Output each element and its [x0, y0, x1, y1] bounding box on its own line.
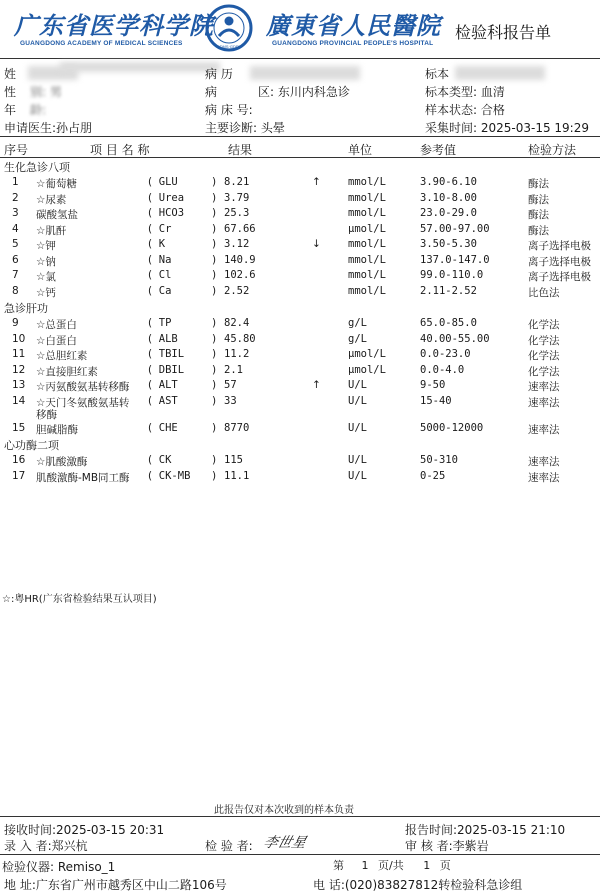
row-no: 16 [12, 454, 26, 466]
test-name: 肌酸激酶-MB同工酶 [36, 471, 130, 484]
lab-phone: 电 话:(020)83827812转检验科急诊组 [313, 878, 523, 892]
row-no: 14 [12, 394, 26, 407]
test-code-wrapper: ( K [148, 238, 166, 250]
test-unit: μmol/L [348, 348, 386, 360]
test-result: 140.9 [224, 253, 256, 266]
code-close-paren: ) [212, 422, 217, 434]
test-code-wrapper: ( AST [148, 394, 178, 407]
reference-range: 57.00-97.00 [420, 222, 490, 235]
test-unit: μmol/L [348, 363, 386, 376]
code-close-paren: ) [212, 454, 217, 466]
test-unit: U/L [348, 454, 367, 466]
test-unit: U/L [348, 469, 367, 482]
test-code: Urea [158, 191, 185, 204]
table-row [0, 333, 600, 348]
test-method: 速率法 [528, 471, 560, 484]
collection-time: 采集时间: 2025-03-15 19:29 [425, 121, 589, 135]
col-method: 检验方法 [528, 143, 577, 157]
col-no: 序号 [4, 143, 29, 157]
test-name: ☆葡萄糖 [36, 178, 77, 190]
row-no: 5 [12, 238, 19, 250]
record-no-label: 病 历 [205, 67, 233, 81]
row-no: 11 [12, 348, 26, 360]
code-close-paren: ) [212, 269, 217, 281]
test-method: 酶法 [528, 209, 549, 221]
test-result: 2.52 [224, 284, 250, 297]
redacted-specimen [455, 66, 545, 80]
test-unit: g/L [348, 332, 367, 345]
test-name: ☆白蛋白 [36, 334, 77, 347]
reference-range: 99.0-110.0 [420, 269, 484, 281]
redacted-record [250, 66, 360, 80]
page-info [333, 857, 451, 873]
test-result: 33 [224, 394, 237, 407]
test-code-wrapper: ( GLU [148, 176, 178, 188]
reference-range: 137.0-147.0 [420, 253, 490, 266]
test-code-wrapper: ( CK-MB [148, 469, 191, 482]
section-title: 心功酶二项 [4, 439, 59, 452]
test-method: 离子选择电极 [528, 240, 591, 252]
hospital-name-cn: 廣東省人民醫院 [266, 11, 441, 40]
test-code: GLU [158, 176, 178, 188]
row-no: 2 [12, 191, 19, 204]
col-ref: 参考值 [420, 143, 457, 157]
table-row [0, 454, 600, 469]
page-suffix: 页 [439, 859, 451, 872]
reference-range: 5000-12000 [420, 422, 484, 434]
code-close-paren: ) [212, 284, 217, 297]
test-result: 8.21 [224, 176, 250, 188]
row-no: 9 [12, 317, 19, 329]
code-close-paren: ) [212, 379, 217, 391]
test-name: 碳酸氢盐 [36, 209, 78, 221]
test-name: ☆总蛋白 [36, 319, 77, 331]
test-code-wrapper: ( Ca [148, 284, 172, 297]
page-mid: 页/共 [378, 859, 404, 872]
test-method: 化学法 [528, 365, 560, 378]
tester-label: 检 验 者: [205, 839, 253, 853]
test-unit: mmol/L [348, 207, 386, 219]
test-method: 离子选择电极 [528, 255, 591, 268]
test-name: ☆尿素 [36, 193, 67, 206]
abnormal-flag: ↑ [312, 379, 321, 391]
test-unit: U/L [348, 394, 367, 407]
table-row [0, 285, 600, 300]
table-row [0, 394, 600, 421]
table-row [0, 238, 600, 253]
academy-name-cn: 广东省医学科学院 [14, 11, 214, 40]
test-unit: U/L [348, 422, 367, 434]
code-close-paren: ) [212, 176, 217, 188]
test-result: 45.80 [224, 332, 256, 345]
requesting-doctor: 申请医生:孙占朋 [4, 121, 93, 135]
code-close-paren: ) [212, 222, 217, 235]
test-code: CK-MB [158, 469, 191, 482]
abnormal-flag: ↑ [312, 176, 321, 188]
test-unit: mmol/L [348, 269, 386, 281]
test-code-wrapper: ( ALT [148, 379, 178, 391]
row-no: 15 [12, 422, 26, 434]
reference-range: 0-25 [420, 469, 446, 482]
test-code: CK [158, 454, 172, 466]
test-code: AST [158, 394, 178, 407]
test-name: ☆钠 [36, 255, 56, 268]
svg-text:GDMS·GDPH: GDMS·GDPH [216, 44, 242, 49]
tester-signature: 李世星 [261, 835, 308, 851]
test-result: 2.1 [224, 363, 243, 376]
hospital-logo [205, 4, 253, 52]
col-unit: 单位 [348, 143, 373, 157]
code-close-paren: ) [212, 238, 217, 250]
bed-number: 病 床 号: [205, 103, 253, 117]
table-row [0, 223, 600, 238]
test-method: 酶法 [528, 193, 549, 206]
test-result: 3.12 [224, 238, 250, 250]
section-title: 生化急诊八项 [4, 161, 70, 174]
specimen-type: 标本类型: 血清 [425, 85, 505, 99]
test-code: ALT [158, 379, 178, 391]
test-method: 酶法 [528, 178, 549, 190]
ward-label: 病 [205, 85, 218, 99]
table-row [0, 254, 600, 269]
test-result: 102.6 [224, 269, 256, 281]
code-close-paren: ) [212, 348, 217, 360]
test-method: 化学法 [528, 350, 560, 362]
test-code: Ca [158, 284, 172, 297]
test-unit: U/L [348, 379, 367, 391]
col-item: 项 目 名 称 [90, 143, 150, 157]
test-method: 酶法 [528, 224, 549, 237]
reference-range: 40.00-55.00 [420, 332, 490, 345]
reference-range: 0.0-4.0 [420, 363, 465, 376]
receive-time: 接收时间:2025-03-15 20:31 [4, 823, 165, 837]
hospital-name-en: GUANGDONG PROVINCIAL PEOPLE'S HOSPITAL [272, 40, 434, 47]
code-close-paren: ) [212, 317, 217, 329]
test-code-wrapper: ( ALB [148, 332, 178, 345]
test-code-wrapper: ( Na [148, 253, 172, 266]
reference-range: 9-50 [420, 379, 446, 391]
table-row [0, 176, 600, 191]
page-number: 1 [361, 859, 369, 872]
test-code-wrapper: ( Cr [148, 222, 172, 235]
code-close-paren: ) [212, 332, 217, 345]
test-method: 速率法 [528, 424, 560, 436]
row-no: 17 [12, 469, 26, 482]
test-code-wrapper: ( HCO3 [148, 207, 185, 219]
test-name: ☆丙氨酸氨基转移酶 [36, 381, 130, 393]
row-no: 3 [12, 207, 19, 219]
test-name: ☆肌酸激酶 [36, 456, 88, 468]
test-unit: mmol/L [348, 191, 386, 204]
test-result: 25.3 [224, 207, 250, 219]
test-code: ALB [158, 332, 178, 345]
patient-age-label: 年 [4, 103, 17, 117]
test-name: ☆肌酐 [36, 224, 67, 237]
info-divider [0, 136, 600, 137]
col-result: 结果 [228, 143, 253, 157]
abnormal-flag: ↓ [312, 238, 321, 250]
page-prefix: 第 [333, 859, 344, 872]
footer-divider-bottom [0, 854, 600, 855]
row-no: 4 [12, 222, 19, 235]
test-code-wrapper: ( CHE [148, 422, 178, 434]
test-code: Cl [158, 269, 172, 281]
test-name: 胆碱脂酶 [36, 424, 78, 436]
test-method: 速率法 [528, 396, 560, 409]
table-row [0, 348, 600, 363]
patient-gender-label: 性 [4, 85, 17, 99]
row-no: 8 [12, 284, 19, 297]
reference-range: 50-310 [420, 454, 458, 466]
code-close-paren: ) [212, 394, 217, 407]
code-close-paren: ) [212, 253, 217, 266]
row-no: 6 [12, 253, 19, 266]
test-name: ☆钾 [36, 240, 56, 252]
footnote: ☆:粤HR(广东省检验结果互认项目) [2, 594, 157, 605]
test-result: 57 [224, 379, 237, 391]
reference-range: 3.90-6.10 [420, 176, 477, 188]
specimen-status: 样本状态: 合格 [425, 103, 505, 117]
test-result: 67.66 [224, 222, 256, 235]
report-title: 检验科报告单 [455, 23, 552, 42]
specimen-no-label: 标本 [425, 67, 450, 81]
test-name: ☆总胆红素 [36, 350, 88, 362]
test-method: 比色法 [528, 286, 560, 299]
test-result: 11.2 [224, 348, 250, 360]
test-unit: mmol/L [348, 284, 386, 297]
test-code: Cr [158, 222, 172, 235]
academy-name-en: GUANGDONG ACADEMY OF MEDICAL SCIENCES [20, 40, 183, 47]
table-row [0, 422, 600, 437]
row-no: 7 [12, 269, 19, 281]
test-method: 离子选择电极 [528, 271, 591, 283]
test-code: TP [158, 317, 172, 329]
code-close-paren: ) [212, 207, 217, 219]
test-name: ☆直接胆红素 [36, 365, 98, 378]
reference-range: 65.0-85.0 [420, 317, 477, 329]
disclaimer: 此报告仅对本次收到的样本负责 [214, 805, 354, 816]
test-unit: mmol/L [348, 253, 386, 266]
test-code: K [158, 238, 166, 250]
test-name-continued: 移酶 [36, 408, 57, 421]
test-result: 11.1 [224, 469, 250, 482]
test-code-wrapper: ( TP [148, 317, 172, 329]
code-close-paren: ) [212, 363, 217, 376]
test-code: DBIL [158, 363, 185, 376]
row-no: 1 [12, 176, 19, 188]
test-code-wrapper: ( TBIL [148, 348, 185, 360]
column-divider [0, 157, 600, 158]
patient-age-value: 龄: [30, 103, 47, 117]
test-result: 8770 [224, 422, 250, 434]
header-divider [0, 58, 600, 59]
report-time: 报告时间:2025-03-15 21:10 [405, 823, 566, 837]
test-name: ☆钙 [36, 286, 56, 299]
test-code-wrapper: ( Cl [148, 269, 172, 281]
test-code: Na [158, 253, 172, 266]
ward-value: 区: 东川内科急诊 [258, 85, 350, 99]
table-row [0, 207, 600, 222]
row-no: 13 [12, 379, 26, 391]
test-unit: g/L [348, 317, 367, 329]
code-close-paren: ) [212, 191, 217, 204]
entered-by: 录 入 者:郑兴杭 [4, 839, 88, 853]
redacted-stroke [60, 62, 220, 72]
test-result: 3.79 [224, 191, 250, 204]
reference-range: 15-40 [420, 394, 452, 407]
instrument: 检验仪器: Remiso_1 [2, 860, 116, 874]
table-row [0, 192, 600, 207]
table-row [0, 379, 600, 394]
test-code: HCO3 [158, 207, 185, 219]
reference-range: 3.50-5.30 [420, 238, 477, 250]
test-code-wrapper: ( Urea [148, 191, 185, 204]
test-method: 速率法 [528, 381, 560, 393]
section-title: 急诊肝功 [4, 302, 48, 315]
test-unit: mmol/L [348, 238, 386, 250]
test-unit: mmol/L [348, 176, 386, 188]
test-method: 化学法 [528, 319, 560, 331]
test-name: ☆天门冬氨酸氨基转 [36, 396, 130, 409]
test-method: 速率法 [528, 456, 560, 468]
main-diagnosis: 主要诊断: 头晕 [205, 121, 285, 135]
table-row [0, 317, 600, 332]
page-total: 1 [423, 859, 431, 872]
test-result: 115 [224, 454, 243, 466]
test-code-wrapper: ( DBIL [148, 363, 185, 376]
reviewer: 审 核 者:李紫岩 [405, 839, 489, 853]
test-code: CHE [158, 422, 178, 434]
table-row [0, 269, 600, 284]
test-code-wrapper: ( CK [148, 454, 172, 466]
reference-range: 2.11-2.52 [420, 284, 477, 297]
code-close-paren: ) [212, 469, 217, 482]
reference-range: 3.10-8.00 [420, 191, 477, 204]
test-unit: μmol/L [348, 222, 386, 235]
test-method: 化学法 [528, 334, 560, 347]
test-result: 82.4 [224, 317, 250, 329]
test-name: ☆氯 [36, 271, 56, 283]
table-row [0, 470, 600, 485]
row-no: 12 [12, 363, 26, 376]
patient-gender-value: 别: 男 [30, 85, 62, 99]
reference-range: 23.0-29.0 [420, 207, 477, 219]
reference-range: 0.0-23.0 [420, 348, 471, 360]
test-code: TBIL [158, 348, 185, 360]
hospital-address: 地 址:广东省广州市越秀区中山二路106号 [4, 878, 227, 892]
patient-name-label: 姓 [4, 67, 17, 81]
footer-divider-top [0, 816, 600, 817]
row-no: 10 [12, 332, 26, 345]
table-row [0, 364, 600, 379]
